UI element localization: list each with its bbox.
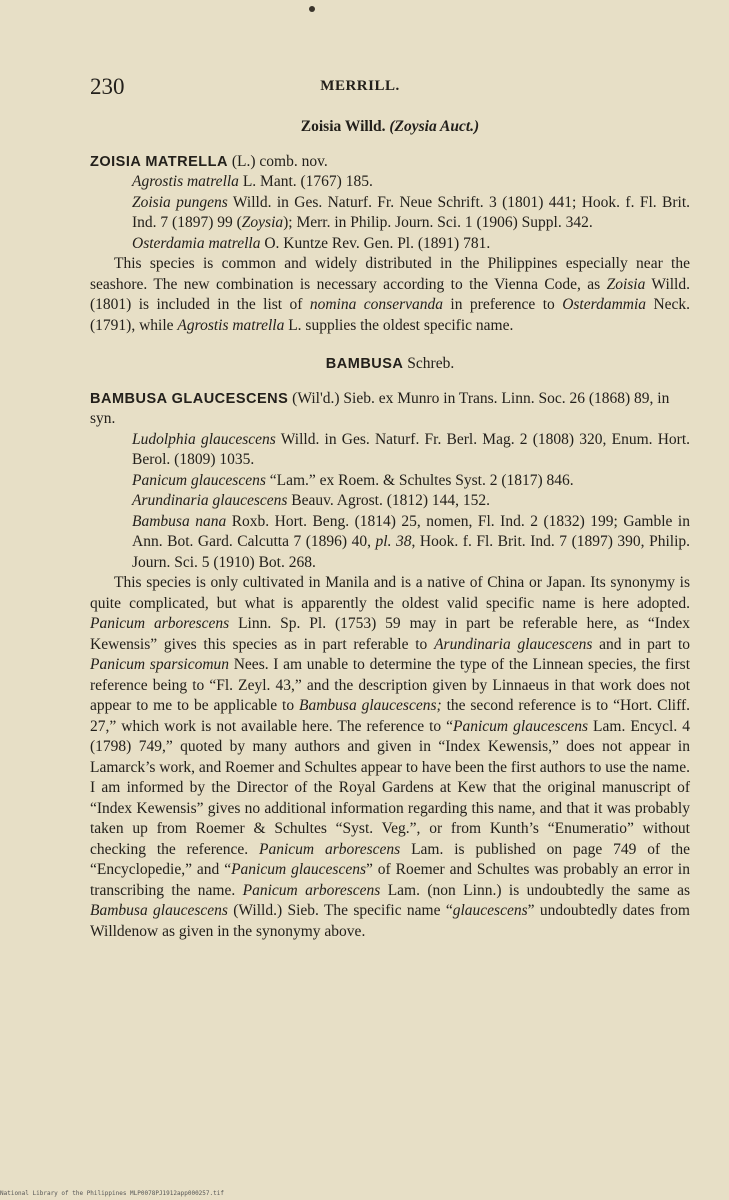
page-number: 230: [90, 74, 125, 99]
bambusa-discussion: This species is only cultivated in Manila and is a native of China or Japan. Its synonymy is quite complicated, but what is apparently the oldest valid specific name is here adopted. Panicum arborescens Linn. Sp. Pl. (1753) 59 may in part be referable here, as “Index Kewensis” gives this species as in part referable to Arundinaria glaucescens and in part to Panicum sparsicomun Nees. I am unable to determine the type of the Linnean species, the first reference being to “Fl. Zeyl. 43,” and the description given by Linnaeus in that work does not appear to me to be applicable to Bambusa glaucescens; the second reference is to “Hort. Cliff. 27,” which work is not available here. The reference to “Panicum glaucescens Lam. Encycl. 4 (1798) 749,” quoted by many authors and given in “Index Kewensis,” does not appear in Lamarck’s work, and Roemer and Schultes appear to have been the first authors to use the name. I am informed by the Director of the Royal Gardens at Kew that the original manuscript of “Index Kewensis” gives no additional information regarding this name, and that it was probably taken up from Roemer & Schultes “Syst. Veg.”, or from Kunth’s “Enumeratio” without checking the reference. Panicum arborescens Lam. is published on page 749 of the “Encyclopedie,” and “Panicum glaucescens” of Roemer and Schultes was probably an error in transcribing the name. Panicum arborescens Lam. (non Linn.) is undoubtedly the same as Bambusa glaucescens (Willd.) Sieb. The specific name “glaucescens” undoubtedly dates from Willdenow as given in the synonymy above.: [90, 574, 690, 940]
species-heading-zoisia-matrella: ZOISIA MATRELLA (L.) comb. nov.: [90, 152, 328, 170]
species-heading-bambusa-glaucescens: BAMBUSA GLAUCESCENS (Wil'd.) Sieb. ex Munro in Trans. Linn. Soc. 26 (1868) 89, in syn.: [90, 389, 670, 427]
synonym-ludolphia-glaucescens: Ludolphia glaucescens Willd. in Ges. Naturf. Fr. Berl. Mag. 2 (1808) 320, Enum. Hort. Berol. (1809) 1035.: [132, 430, 691, 468]
scan-footer: National Library of the Philippines MLP0078PJ1912app000257.tif: [0, 1190, 224, 1197]
synonym-arundinaria-glaucescens: Arundinaria glaucescens Beauv. Agrost. (1812) 144, 152.: [132, 492, 491, 509]
zoisia-discussion: This species is common and widely distributed in the Philippines especially near the seashore. The new combination is necessary according to the Vienna Code, as Zoisia Willd. (1801) is included in the list of nomina conservanda in preference to Osterdammia Neck. (1791), while Agrostis matrella L. supplies the oldest specific name.: [90, 255, 691, 334]
genus-heading-zoisia: Zoisia Willd. (Zoysia Auct.): [300, 118, 480, 135]
synonym-agrostis-matrella: Agrostis matrella L. Mant. (1767) 185.: [132, 173, 373, 190]
synonym-panicum-glaucescens: Panicum glaucescens “Lam.” ex Roem. & Schultes Syst. 2 (1817) 846.: [132, 471, 574, 489]
synonym-bambusa-nana: Bambusa nana Roxb. Hort. Beng. (1814) 25, nomen, Fl. Ind. 2 (1832) 199; Gamble in Ann. Bot. Gard. Calcutta 7 (1896) 40, pl. 38, Hook. f. Fl. Brit. Ind. 7 (1897) 390, Philip. Journ. Sci. 5 (1910) Bot. 268.: [132, 512, 690, 571]
synonym-zoisia-pungens: Zoisia pungens Willd. in Ges. Naturf. Fr. Neue Schrift. 3 (1801) 441; Hook. f. Fl. Brit. Ind. 7 (1897) 99 (Zoysia); Merr. in Philip. Journ. Sci. 1 (1906) Suppl. 342.: [132, 193, 690, 231]
synonym-osterdamia-matrella: Osterdamia matrella O. Kuntze Rev. Gen. Pl. (1891) 781.: [132, 234, 491, 252]
page-body: [90, 117, 690, 942]
running-head: MERRILL.: [320, 78, 400, 94]
genus-heading-bambusa: BAMBUSA Schreb.: [325, 355, 455, 372]
page-header: [90, 74, 630, 104]
page-speck: [309, 6, 315, 12]
